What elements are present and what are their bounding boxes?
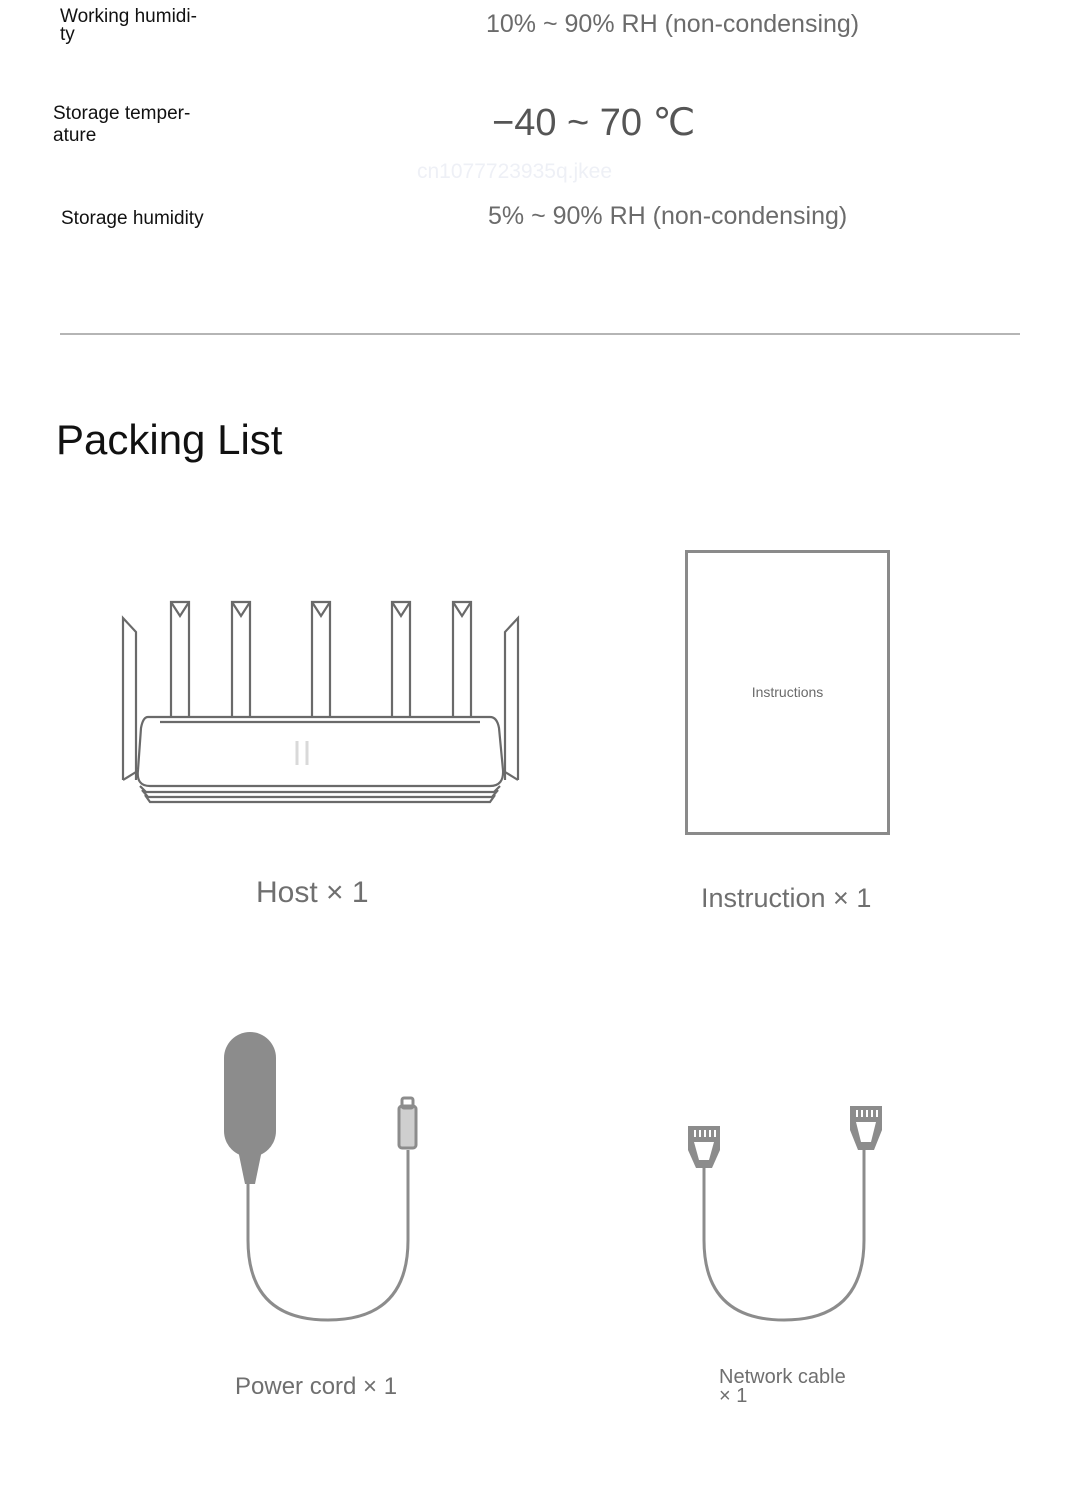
spec-value-working-humidity: 10% ~ 90% RH (non-condensing) xyxy=(486,10,860,38)
watermark: cn1077723935q.jkee xyxy=(417,160,613,183)
spec-label-working-humidity: Working humidi- ty xyxy=(60,6,197,45)
spec-value-storage-temperature: −40 ~ 70 ℃ xyxy=(492,102,696,144)
packing-item-network-cable-caption: Network cable × 1 xyxy=(719,1366,846,1407)
packing-item-power-cord-caption: Power cord × 1 xyxy=(235,1373,398,1400)
spec-label-storage-temperature: Storage temper- ature xyxy=(53,103,191,146)
packing-item-instruction-caption: Instruction × 1 xyxy=(701,883,872,913)
packing-item-host-caption: Host × 1 xyxy=(256,876,369,909)
spec-label-storage-humidity: Storage humidity xyxy=(61,208,204,229)
manual-label: Instructions xyxy=(751,684,824,700)
spec-value-storage-humidity: 5% ~ 90% RH (non-condensing) xyxy=(488,202,848,230)
packing-list-title: Packing List xyxy=(56,416,283,463)
